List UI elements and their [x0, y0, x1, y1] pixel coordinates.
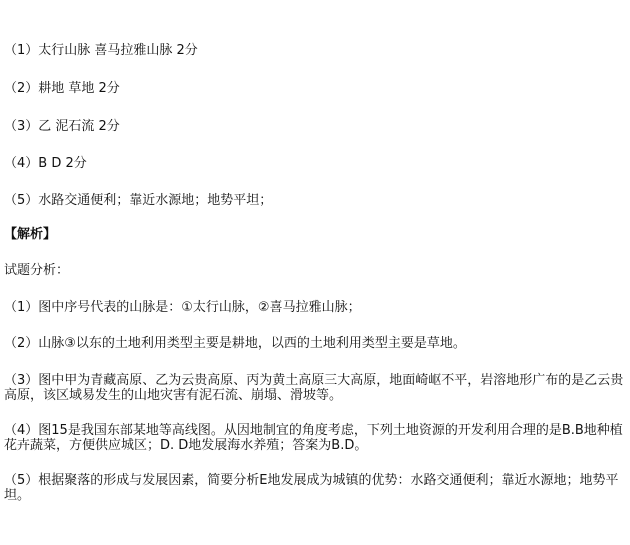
analysis-item-4: （4）图15是我国东部某地等高线图。从因地制宜的角度考虑，下列土地资源的开发利用合理的是B.B地种植花卉蔬菜，方便供应城区；D. D地发展海水养殖；答案为B.D。	[4, 423, 623, 453]
answer-4: （4）B D 2分	[4, 156, 87, 171]
analysis-item-5: （5）根据聚落的形成与发展因素，简要分析E地发展成为城镇的优势：水路交通便利；靠近水源地；地势平坦。	[4, 473, 619, 503]
answer-5: （5）水路交通便利；靠近水源地；地势平坦；	[4, 193, 273, 208]
analysis-intro: 试题分析：	[4, 263, 70, 278]
answer-3: （3）乙 泥石流 2分	[4, 119, 120, 134]
analysis-heading: 【解析】	[4, 227, 57, 242]
answer-2: （2）耕地 草地 2分	[4, 81, 120, 96]
analysis-item-2: （2）山脉③以东的土地利用类型主要是耕地，以西的土地利用类型主要是草地。	[4, 336, 466, 351]
analysis-item-1: （1）图中序号代表的山脉是：①太行山脉，②喜马拉雅山脉；	[4, 300, 361, 315]
answer-1: （1）太行山脉 喜马拉雅山脉 2分	[4, 43, 198, 58]
analysis-item-3: （3）图中甲为青藏高原、乙为云贵高原、丙为黄土高原三大高原，地面崎岖不平，岩溶地形广布的是乙云贵高原，该区域易发生的山地灾害有泥石流、崩塌、滑坡等。	[4, 373, 624, 403]
